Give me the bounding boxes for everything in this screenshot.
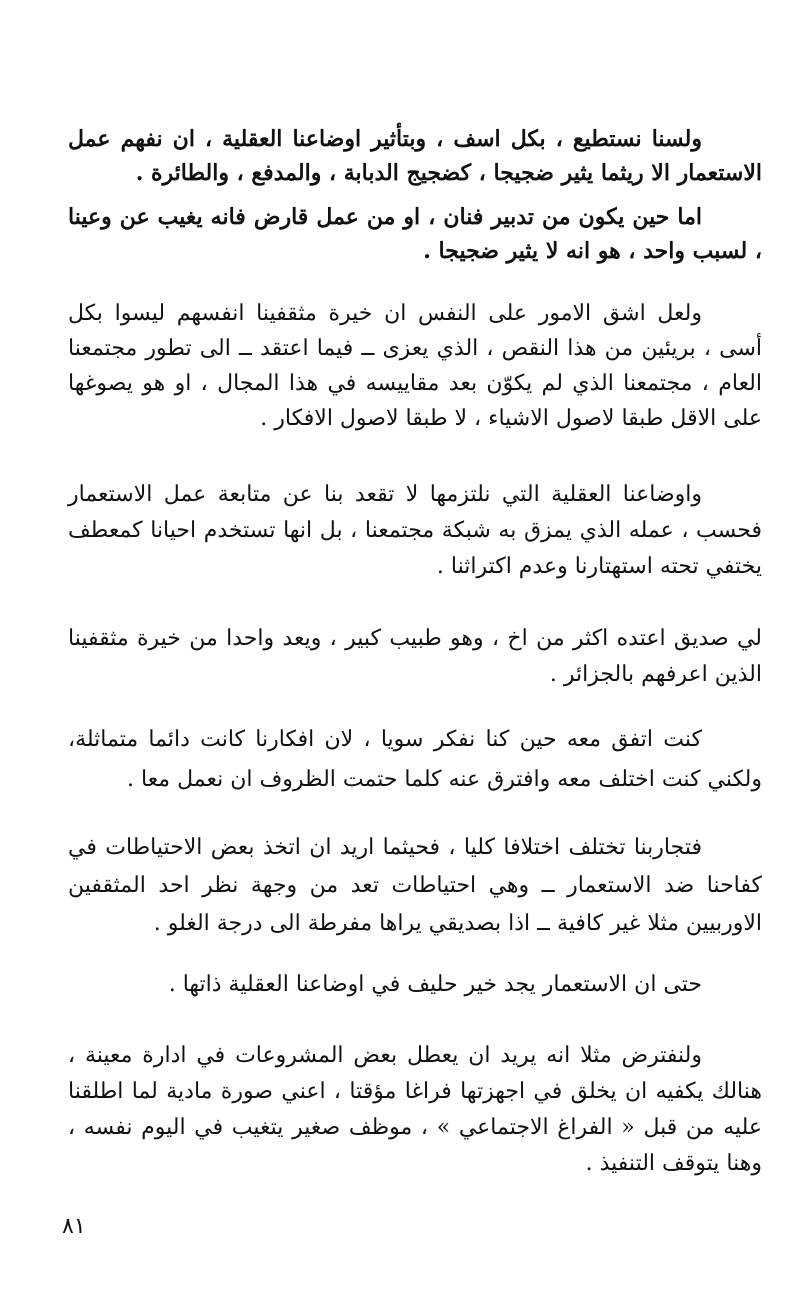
paragraph-2-text: اما حين يكون من تدبير فنان ، او من عمل قارض فانه يغيب عن وعينا ، لسبب واحد ، هو انه لا يثير ضجيجا . xyxy=(68,204,762,264)
paragraph-4 xyxy=(68,477,762,585)
paragraph-9-text: ولنفترض مثلا انه يريد ان يعطل بعض المشروعات في ادارة معينة ، هنالك يكفيه ان يخلق في اجهزتها فراغا مؤقتا ، اعني صورة مادية لما اطلقنا عليه من قبل « الفراغ الاجتماعي » ، موظف صغير يتغيب في اليوم نفسه ، وهنا يتوقف التنفيذ . xyxy=(68,1043,762,1176)
paragraph-1-text: ولسنا نستطيع ، بكل اسف ، وبتأثير اوضاعنا العقلية ، ان نفهم عمل الاستعمار الا ريثما يثير ضجيجا ، كضجيج الدبابة ، والمدفع ، والطائرة . xyxy=(68,126,762,186)
paragraph-9 xyxy=(68,1038,762,1182)
paragraph-5 xyxy=(68,621,762,693)
paragraph-3 xyxy=(68,296,762,436)
paragraph-7-text: فتجاربنا تختلف اختلافا كليا ، فحيثما اريد ان اتخذ بعض الاحتياطات في كفاحنا ضد الاستعمار ــ وهي احتياطات تعد من وجهة نظر احد المثقفين الاوربيين مثلا غير كافية ــ اذا بصديقي يراها مفرطة الى درجة الغلو . xyxy=(68,835,762,936)
paragraph-4-text: واوضاعنا العقلية التي نلتزمها لا تقعد بنا عن متابعة عمل الاستعمار فحسب ، عمله الذي يمزق به شبكة مجتمعنا ، بل انها تستخدم احيانا كمعطف يختفي تحته استهتارنا وعدم اكتراثنا . xyxy=(68,482,762,579)
paragraph-1 xyxy=(68,122,762,190)
page-number: ٨١ xyxy=(62,1214,86,1239)
paragraph-6 xyxy=(68,720,762,800)
paragraph-7 xyxy=(68,829,762,943)
paragraph-8-text: حتى ان الاستعمار يجد خير حليف في اوضاعنا العقلية ذاتها . xyxy=(168,972,702,997)
paragraph-2 xyxy=(68,200,762,268)
paragraph-5-text: لي صديق اعتده اكثر من اخ ، وهو طبيب كبير ، ويعد واحدا من خيرة مثقفينا الذين اعرفهم بالجزائر . xyxy=(68,626,762,687)
paragraph-8 xyxy=(68,968,762,1002)
paragraph-6-text: كنت اتفق معه حين كنا نفكر سويا ، لان افكارنا كانت دائما متماثلة، ولكني كنت اختلف معه وافترق عنه كلما حتمت الظروف ان نعمل معا . xyxy=(68,727,762,792)
paragraph-3-text: ولعل اشق الامور على النفس ان خيرة مثقفينا انفسهم ليسوا بكل أسى ، بريئين من هذا النقص ، الذي يعزى ــ فيما اعتقد ــ الى تطور مجتمعنا العام ، مجتمعنا الذي لم يكوّن بعد مقاييسه في هذا المجال ، او هو يصوغها على الاقل طبقا لاصول الاشياء ، لا طبقا لاصول الافكار . xyxy=(68,301,762,431)
